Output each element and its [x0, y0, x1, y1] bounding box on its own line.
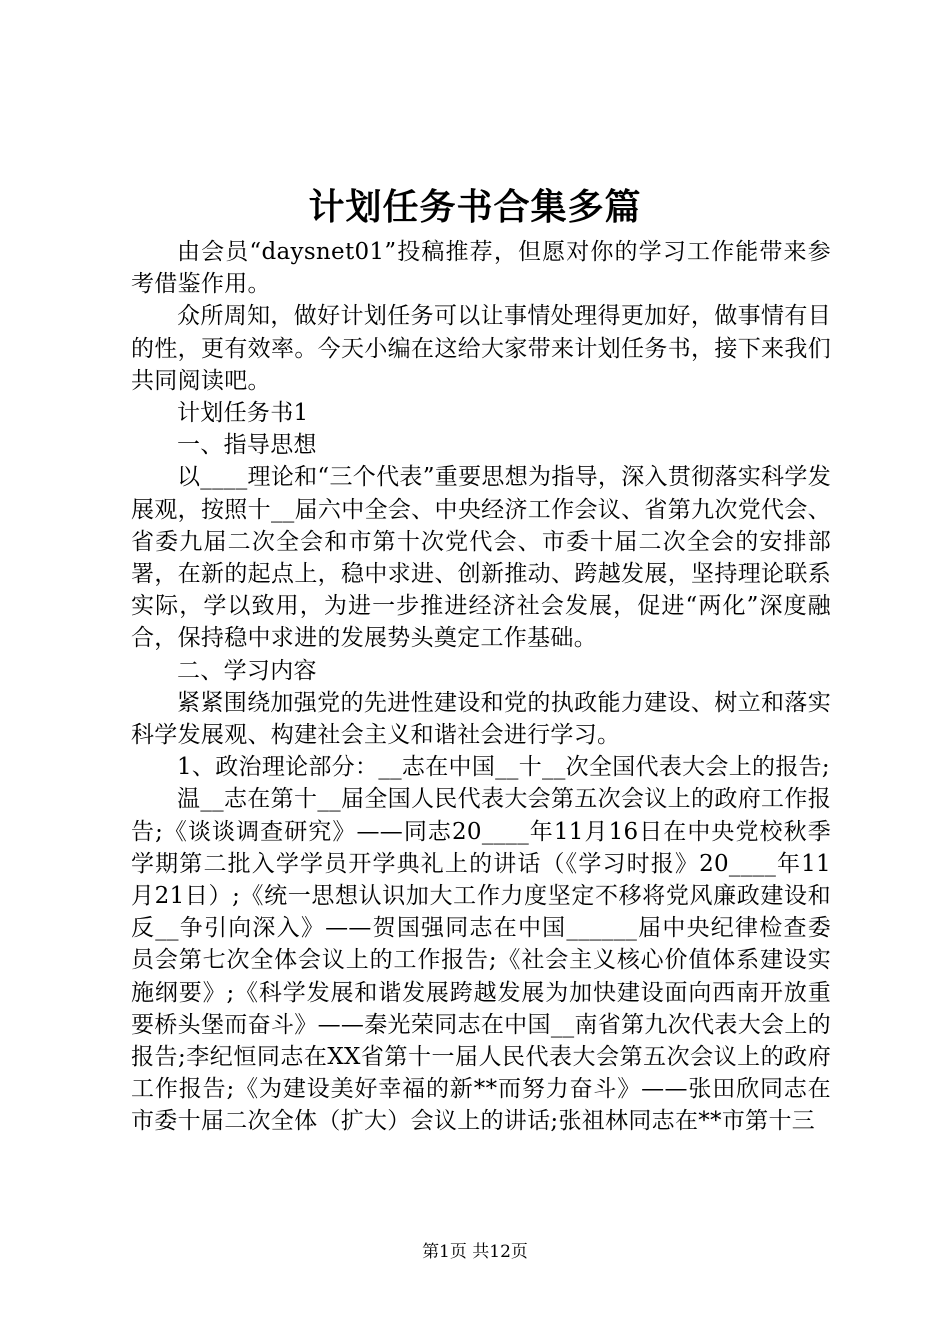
section-heading-plan-1: 计划任务书1: [177, 400, 309, 427]
paragraph-reports-list: 温__志在第十__届全国人民代表大会第五次会议上的政府工作报告;《谈谈调查研究》——同志20____年11月16日在中央党校秋季学期第二批入学学员开学典礼上的讲话（《学习时报》20____年11月21日）;《统一思想认识加大工作力度坚定不移将党风廉政建设和反__争引向深入》——贺国强同志在中国______届中央纪律检查委员会第七次全体会议上的工作报告;《社会主义核心价值体系建设实施纲要》;《科学发展和谐发展跨越发展为加快建设面向西南开放重要桥头堡而奋斗》——秦光荣同志在中国__南省第九次代表大会上的报告;李纪恒同志在XX省第十一届人民代表大会第五次会议上的政府工作报告;《为建设美好幸福的新**而努力奋斗》——张田欣同志在市委十届二次全体（扩大）会议上的讲话;张祖林同志在**市第十三: [131, 786, 831, 1135]
section-heading-guiding-thought: 一、指导思想: [177, 432, 317, 459]
page-footer: 第1页 共12页: [422, 1242, 528, 1262]
document-body: [131, 236, 831, 1138]
paragraph-summary: 众所周知，做好计划任务可以让事情处理得更加好，做事情有目的性，更有效率。今天小编在这给大家带来计划任务书，接下来我们共同阅读吧。: [131, 303, 831, 394]
paragraph-political-theory: 1、政治理论部分：__志在中国__十__次全国代表大会上的报告;: [177, 754, 830, 781]
section-heading-study-content: 二、学习内容: [177, 657, 317, 684]
paragraph-guiding-thought: 以____理论和“三个代表”重要思想为指导，深入贯彻落实科学发展观，按照十__届六中全会、中央经济工作会议、省第九次党代会、省委九届二次全会和市第十次党代会、市委十届二次全会的安排部署，在新的起点上，稳中求进、创新推动、跨越发展，坚持理论联系实际，学以致用，为进一步推进经济社会发展，促进“两化”深度融合，保持稳中求进的发展势头奠定工作基础。: [131, 464, 831, 652]
paragraph-study-content: 紧紧围绕加强党的先进性建设和党的执政能力建设、树立和落实科学发展观、构建社会主义和谐社会进行学习。: [131, 689, 831, 749]
paragraph-intro: 由会员“daysnet01”投稿推荐，但愿对你的学习工作能带来参考借鉴作用。: [131, 239, 831, 298]
document-title: 计划任务书合集多篇: [308, 186, 642, 228]
